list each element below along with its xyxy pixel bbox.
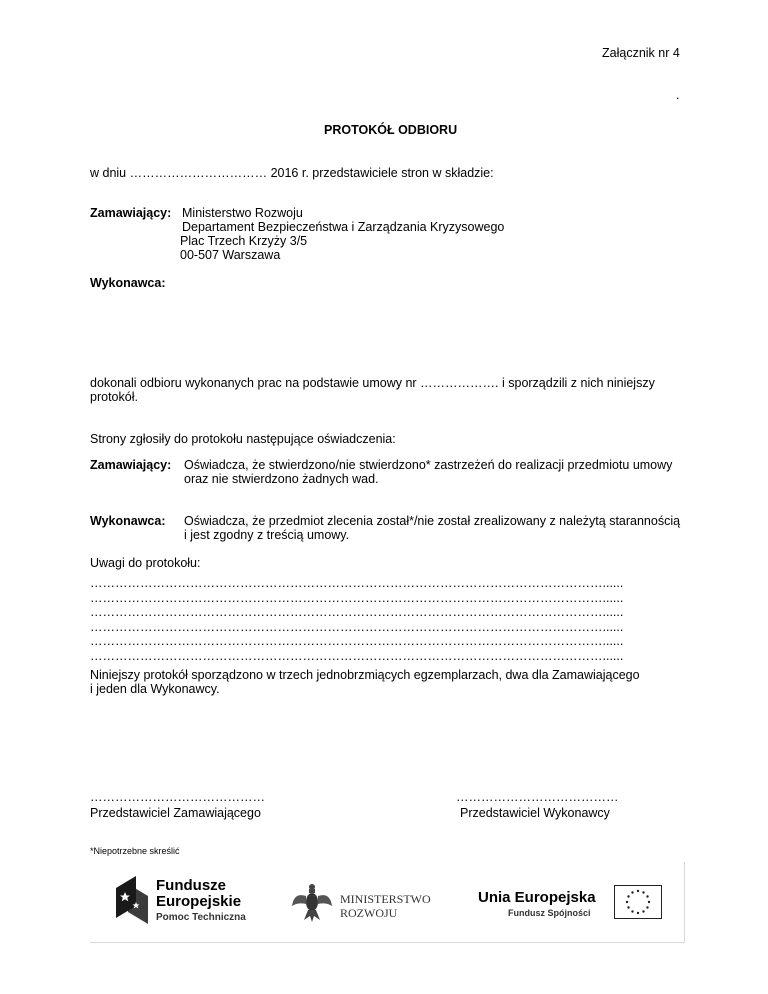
ministry-logo-line-2: ROZWOJU	[340, 906, 398, 920]
remarks-line: ……………………………………………………………………………………………………………......	[90, 619, 624, 634]
document-title: PROTOKÓŁ ODBIORU	[324, 123, 458, 137]
fe-logo-line-3: Pomoc Techniczna	[156, 912, 246, 923]
copies-line-2: i jeden dla Wykonawcy.	[90, 682, 220, 696]
acceptance-line-1: dokonali odbioru wykonanych prac na podstawie umowy nr ………………. i sporządzili z nich niniejszy	[90, 376, 655, 390]
signature-label-ordering: Przedstawiciel Zamawiającego	[90, 806, 261, 820]
ordering-party-name: Ministerstwo Rozwoju	[182, 206, 303, 220]
fundusze-europejskie-logo-icon	[116, 876, 148, 924]
remarks-label: Uwagi do protokołu:	[90, 556, 201, 570]
attachment-number: Załącznik nr 4	[602, 46, 680, 60]
eagle-emblem-icon	[290, 882, 334, 926]
statement-contractor-label: Wykonawca:	[90, 514, 166, 528]
signature-label-contractor: Przedstawiciel Wykonawcy	[460, 806, 610, 820]
statements-intro: Strony zgłosiły do protokołu następujące oświadczenia:	[90, 432, 396, 446]
ordering-party-street: Plac Trzech Krzyży 3/5	[180, 234, 308, 248]
signature-line-ordering: ……………………………………	[90, 790, 265, 804]
eu-logo-line-1: Unia Europejska	[478, 889, 596, 906]
remarks-line: ……………………………………………………………………………………………………………......	[90, 576, 624, 590]
remarks-line: ……………………………………………………………………………………………………………......	[90, 605, 624, 620]
statement-contractor-line-1: Oświadcza, że przedmiot zlecenia został*/nie został zrealizowany z należytą starannością	[184, 514, 681, 528]
ordering-party-department: Departament Bezpieczeństwa i Zarządzania Kryzysowego	[182, 220, 505, 234]
ordering-party-label: Zamawiający:	[90, 206, 172, 220]
fe-logo-line-2: Europejskie	[156, 893, 242, 910]
ordering-party-city: 00-507 Warszawa	[180, 248, 281, 262]
statement-ordering-label: Zamawiający:	[90, 458, 172, 472]
remarks-line: ……………………………………………………………………………………………………………......	[90, 649, 624, 663]
footnote: *Niepotrzebne skreślić	[90, 846, 180, 856]
fe-logo-line-1: Fundusze	[156, 877, 226, 894]
statement-contractor-line-2: i jest zgodny z treścią umowy.	[184, 528, 350, 542]
remarks-line: ……………………………………………………………………………………………………………......	[90, 634, 624, 649]
remarks-line: ……………………………………………………………………………………………………………......	[90, 590, 624, 605]
ministry-logo-line-1: MINISTERSTWO	[340, 892, 431, 906]
eu-flag-icon	[614, 885, 662, 919]
header-dot: .	[676, 88, 680, 102]
statement-ordering-line-1: Oświadcza, że stwierdzono/nie stwierdzono* zastrzeżeń do realizacji przedmiotu umowy	[184, 458, 673, 472]
signature-line-contractor: …………………………………	[456, 790, 619, 804]
intro-text: w dniu …………………………… 2016 r. przedstawiciele stron w składzie:	[90, 166, 494, 180]
acceptance-line-2: protokół.	[90, 390, 138, 404]
eu-logo-line-2: Fundusz Spójności	[508, 908, 591, 918]
copies-line-1: Niniejszy protokół sporządzono w trzech jednobrzmiących egzemplarzach, dwa dla Zamawiającego	[90, 668, 640, 682]
contractor-label: Wykonawca:	[90, 276, 166, 290]
statement-ordering-line-2: oraz nie stwierdzono żadnych wad.	[184, 472, 379, 486]
